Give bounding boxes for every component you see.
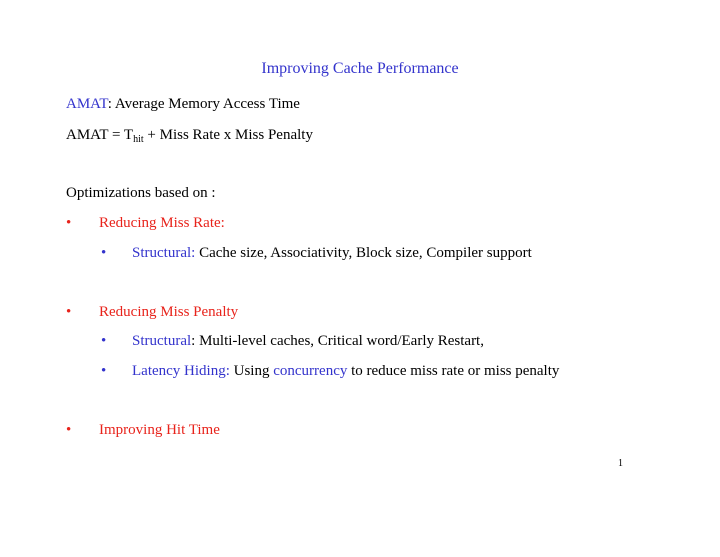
- list-item: [132, 363, 559, 380]
- item-text-after: to reduce miss rate or miss penalty: [347, 363, 560, 379]
- item-highlight: concurrency: [273, 363, 348, 379]
- bullet-icon: •: [66, 422, 72, 438]
- list-item: [132, 245, 532, 262]
- item-text-before: Using: [229, 363, 274, 379]
- item-text: : Multi-level caches, Critical word/Early Restart,: [191, 333, 484, 349]
- bullet-icon: •: [101, 363, 107, 379]
- amat-term: AMAT: [66, 96, 108, 112]
- list-item: [132, 333, 484, 350]
- item-text: Cache size, Associativity, Block size, Compiler support: [195, 245, 532, 261]
- amat-formula: [66, 127, 313, 144]
- item-label: Latency Hiding:: [132, 363, 230, 379]
- section-heading-miss-penalty: Reducing Miss Penalty: [99, 304, 239, 320]
- section-heading-hit-time: Improving Hit Time: [99, 422, 220, 438]
- bullet-icon: •: [66, 304, 72, 320]
- amat-definition-line: [66, 96, 300, 113]
- optimizations-heading: Optimizations based on :: [66, 185, 216, 201]
- section-heading-miss-rate: Reducing Miss Rate:: [99, 215, 225, 231]
- bullet-icon: •: [66, 215, 72, 231]
- page-number: 1: [618, 458, 623, 469]
- bullet-icon: •: [101, 333, 107, 349]
- formula-subscript: hit: [133, 134, 144, 145]
- bullet-icon: •: [101, 245, 107, 261]
- item-label: Structural: [132, 333, 192, 349]
- formula-rhs: + Miss Rate x Miss Penalty: [143, 127, 313, 143]
- slide-title: Improving Cache Performance: [261, 60, 459, 77]
- item-label: Structural:: [132, 245, 196, 261]
- formula-lhs: AMAT = T: [66, 127, 134, 143]
- amat-definition: : Average Memory Access Time: [107, 96, 300, 112]
